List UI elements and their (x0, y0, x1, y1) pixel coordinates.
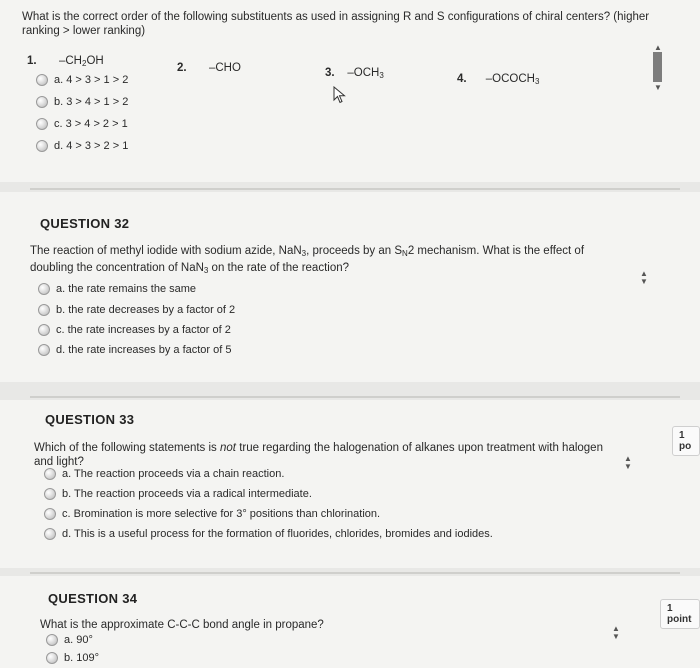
mouse-cursor-icon (333, 86, 347, 104)
q33-option-a[interactable]: a. The reaction proceeds via a chain reaction. (44, 468, 284, 480)
q34-option-a[interactable]: a. 90° (46, 634, 93, 646)
q31-option-a[interactable]: a. 4 > 3 > 1 > 2 (36, 74, 128, 86)
radio-button-icon[interactable] (36, 140, 48, 152)
radio-button-icon[interactable] (38, 344, 50, 356)
radio-button-icon[interactable] (36, 118, 48, 130)
scroll-arrows-icon[interactable]: ▲ ▼ (624, 454, 632, 471)
scroll-up-icon[interactable]: ▲ (654, 43, 662, 52)
radio-button-icon[interactable] (44, 528, 56, 540)
q31-option-c[interactable]: c. 3 > 4 > 2 > 1 (36, 118, 128, 130)
radio-button-icon[interactable] (46, 652, 58, 664)
question-32-title: QUESTION 32 (40, 216, 130, 231)
question-32-text: The reaction of methyl iodide with sodium azide, NaN$_3$, proceeds by an $S_N2$ mechanism. What is the effect of doubling the concentration of NaN$_3$ on the rate of the reaction? (30, 245, 585, 275)
question-33-text: Which of the following statements is not true regarding the halogenation of alkanes upon treatment with halogen and light? (34, 442, 603, 468)
substituent-3: 3. $-OCH_3$ (325, 67, 384, 80)
substituent-1: 1. $-CH_2OH$ (27, 55, 104, 68)
radio-button-icon[interactable] (44, 468, 56, 480)
scroll-down-icon[interactable]: ▼ (654, 83, 662, 92)
points-badge: 1 po (672, 426, 700, 456)
scroll-arrows-icon[interactable]: ▲ ▼ (640, 269, 648, 286)
points-badge: 1 point (660, 599, 700, 629)
question-34-text: What is the approximate C-C-C bond angle in propane? (40, 619, 324, 631)
question-33-title: QUESTION 33 (45, 412, 135, 427)
question-34-title: QUESTION 34 (48, 591, 138, 606)
q32-option-b[interactable]: b. the rate decreases by a factor of 2 (38, 304, 235, 316)
question-31-panel (0, 0, 700, 182)
radio-button-icon[interactable] (38, 304, 50, 316)
divider (30, 188, 680, 190)
radio-button-icon[interactable] (38, 324, 50, 336)
scrollbar-thumb[interactable] (653, 52, 662, 82)
q33-option-d[interactable]: d. This is a useful process for the formation of fluorides, chlorides, bromides and iodides. (44, 528, 493, 540)
radio-button-icon[interactable] (38, 283, 50, 295)
scroll-arrows-icon[interactable]: ▲ ▼ (612, 624, 620, 641)
q34-option-b[interactable]: b. 109° (46, 652, 99, 664)
q33-option-c[interactable]: c. Bromination is more selective for 3° positions than chlorination. (44, 508, 380, 520)
q32-option-d[interactable]: d. the rate increases by a factor of 5 (38, 344, 231, 356)
substituent-4: 4. $-OCOCH_3$ (457, 73, 540, 86)
divider (30, 572, 680, 574)
q31-option-d[interactable]: d. 4 > 3 > 2 > 1 (36, 140, 128, 152)
divider (30, 396, 680, 398)
radio-button-icon[interactable] (36, 96, 48, 108)
radio-button-icon[interactable] (44, 508, 56, 520)
q32-option-a[interactable]: a. the rate remains the same (38, 283, 196, 295)
substituent-2: 2. –CHO (177, 62, 241, 74)
q32-option-c[interactable]: c. the rate increases by a factor of 2 (38, 324, 231, 336)
question-31-text: What is the correct order of the following substituents as used in assigning R and S configurations of chiral centers? (higher ranking > lower ranking) (22, 11, 650, 37)
radio-button-icon[interactable] (44, 488, 56, 500)
q33-option-b[interactable]: b. The reaction proceeds via a radical intermediate. (44, 488, 312, 500)
q31-option-b[interactable]: b. 3 > 4 > 1 > 2 (36, 96, 128, 108)
radio-button-icon[interactable] (36, 74, 48, 86)
radio-button-icon[interactable] (46, 634, 58, 646)
